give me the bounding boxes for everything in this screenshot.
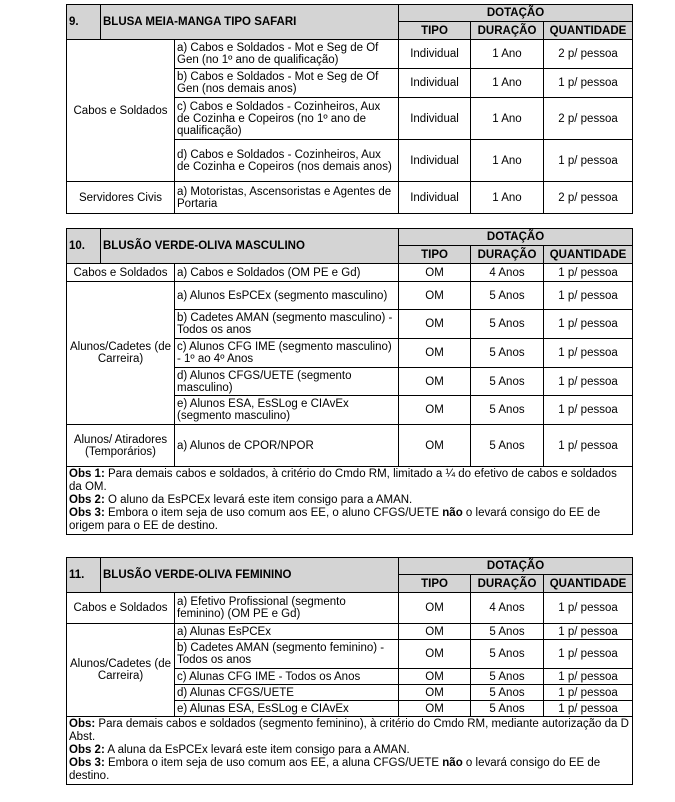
item-desc: a) Alunas EsPCEx xyxy=(175,624,399,640)
observations xyxy=(67,717,633,785)
item-quantidade: 1 p/ pessoa xyxy=(544,69,633,98)
item-tipo: OM xyxy=(399,685,471,701)
item-duracao: 5 Anos xyxy=(471,685,544,701)
duracao-header: DURAÇÃO xyxy=(471,246,544,264)
duracao-header: DURAÇÃO xyxy=(471,575,544,593)
dotacao-header: DOTAÇÃO xyxy=(399,558,633,575)
obs-1: Obs: Para demais cabos e soldados (segmento feminino), à critério do Cmdo RM, mediante autorização da D Abst. xyxy=(69,718,629,743)
item-tipo: OM xyxy=(399,593,471,624)
item-quantidade: 1 p/ pessoa xyxy=(544,669,633,685)
table-blusao-masculino xyxy=(66,228,633,535)
item-desc: e) Alunos ESA, EsSLog e CIAvEx (segmento masculino) xyxy=(175,396,399,425)
group-label: Cabos e Soldados xyxy=(67,264,175,282)
tipo-header: TIPO xyxy=(399,246,471,264)
duracao-header: DURAÇÃO xyxy=(471,22,544,40)
item-tipo: OM xyxy=(399,396,471,425)
table-blusa-meia-manga xyxy=(66,4,633,214)
item-tipo: OM xyxy=(399,640,471,669)
item-desc: a) Cabos e Soldados - Mot e Seg de Of Gen (no 1º ano de qualificação) xyxy=(175,40,399,69)
item-tipo: OM xyxy=(399,669,471,685)
group-label: Servidores Civis xyxy=(67,182,175,214)
item-duracao: 1 Ano xyxy=(471,69,544,98)
item-tipo: OM xyxy=(399,701,471,717)
obs-1: Obs 1: Para demais cabos e soldados, à critério do Cmdo RM, limitado a ¼ do efetivo de cabos e soldados da OM. xyxy=(69,468,617,493)
item-desc: a) Alunos de CPOR/NPOR xyxy=(175,425,399,467)
item-duracao: 5 Anos xyxy=(471,368,544,396)
item-tipo: Individual xyxy=(399,98,471,140)
item-tipo: OM xyxy=(399,264,471,282)
item-tipo: OM xyxy=(399,425,471,467)
item-quantidade: 1 p/ pessoa xyxy=(544,140,633,182)
item-duracao: 4 Anos xyxy=(471,264,544,282)
item-duracao: 5 Anos xyxy=(471,624,544,640)
item-quantidade: 1 p/ pessoa xyxy=(544,339,633,368)
item-quantidade: 1 p/ pessoa xyxy=(544,396,633,425)
item-duracao: 5 Anos xyxy=(471,701,544,717)
table-blusao-feminino xyxy=(66,557,633,785)
item-quantidade: 2 p/ pessoa xyxy=(544,182,633,214)
quantidade-header: QUANTIDADE xyxy=(544,575,633,593)
item-quantidade: 1 p/ pessoa xyxy=(544,593,633,624)
item-desc: a) Motoristas, Ascensoristas e Agentes de Portaria xyxy=(175,182,399,214)
group-label: Cabos e Soldados xyxy=(67,40,175,182)
item-desc: a) Cabos e Soldados (OM PE e Gd) xyxy=(175,264,399,282)
section-number: 10. xyxy=(67,229,101,264)
item-tipo: OM xyxy=(399,310,471,339)
section-title: BLUSÃO VERDE-OLIVA MASCULINO xyxy=(101,229,399,264)
item-desc: c) Cabos e Soldados - Cozinheiros, Aux de Cozinha e Copeiros (no 1º ano de qualificação) xyxy=(175,98,399,140)
item-quantidade: 2 p/ pessoa xyxy=(544,98,633,140)
item-duracao: 5 Anos xyxy=(471,282,544,310)
item-desc: d) Cabos e Soldados - Cozinheiros, Aux de Cozinha e Copeiros (nos demais anos) xyxy=(175,140,399,182)
item-duracao: 1 Ano xyxy=(471,40,544,69)
item-tipo: OM xyxy=(399,624,471,640)
item-duracao: 5 Anos xyxy=(471,425,544,467)
item-duracao: 1 Ano xyxy=(471,98,544,140)
item-quantidade: 1 p/ pessoa xyxy=(544,310,633,339)
group-label: Alunos/ Atiradores (Temporários) xyxy=(67,425,175,467)
item-duracao: 1 Ano xyxy=(471,182,544,214)
item-quantidade: 1 p/ pessoa xyxy=(544,624,633,640)
obs-3: Obs 3: Embora o item seja de uso comum aos EE, a aluna CFGS/UETE não o levará consigo do EE de destino. xyxy=(69,757,601,782)
item-duracao: 1 Ano xyxy=(471,140,544,182)
dotacao-header: DOTAÇÃO xyxy=(399,5,633,22)
item-quantidade: 1 p/ pessoa xyxy=(544,425,633,467)
item-quantidade: 1 p/ pessoa xyxy=(544,701,633,717)
item-duracao: 5 Anos xyxy=(471,640,544,669)
item-desc: a) Efetivo Profissional (segmento feminino) (OM PE e Gd) xyxy=(175,593,399,624)
item-tipo: Individual xyxy=(399,69,471,98)
item-duracao: 5 Anos xyxy=(471,396,544,425)
obs-3: Obs 3: Embora o item seja de uso comum aos EE, o aluno CFGS/UETE não o levará consigo do EE de origem para o EE de destino. xyxy=(69,507,601,532)
item-tipo: Individual xyxy=(399,40,471,69)
item-duracao: 5 Anos xyxy=(471,339,544,368)
observations xyxy=(67,467,633,535)
item-desc: c) Alunas CFG IME - Todos os Anos xyxy=(175,669,399,685)
item-quantidade: 1 p/ pessoa xyxy=(544,368,633,396)
quantidade-header: QUANTIDADE xyxy=(544,22,633,40)
item-quantidade: 2 p/ pessoa xyxy=(544,40,633,69)
item-quantidade: 1 p/ pessoa xyxy=(544,685,633,701)
item-duracao: 5 Anos xyxy=(471,669,544,685)
item-desc: b) Cadetes AMAN (segmento feminino) - Todos os anos xyxy=(175,640,399,669)
group-label: Alunos/Cadetes (de Carreira) xyxy=(67,282,175,425)
item-desc: c) Alunos CFG IME (segmento masculino) - 1º ao 4º Anos xyxy=(175,339,399,368)
obs-2: Obs 2: A aluna da EsPCEx levará este item consigo para a AMAN. xyxy=(69,744,410,756)
item-desc: b) Cadetes AMAN (segmento masculino) - Todos os anos xyxy=(175,310,399,339)
dotacao-header: DOTAÇÃO xyxy=(399,229,633,246)
item-duracao: 4 Anos xyxy=(471,593,544,624)
item-duracao: 5 Anos xyxy=(471,310,544,339)
section-number: 9. xyxy=(67,5,101,40)
group-label: Cabos e Soldados xyxy=(67,593,175,624)
item-tipo: Individual xyxy=(399,182,471,214)
item-tipo: OM xyxy=(399,368,471,396)
quantidade-header: QUANTIDADE xyxy=(544,246,633,264)
item-tipo: OM xyxy=(399,282,471,310)
item-tipo: OM xyxy=(399,339,471,368)
section-title: BLUSÃO VERDE-OLIVA FEMININO xyxy=(101,558,399,593)
tipo-header: TIPO xyxy=(399,22,471,40)
item-desc: d) Alunos CFGS/UETE (segmento masculino) xyxy=(175,368,399,396)
tipo-header: TIPO xyxy=(399,575,471,593)
item-desc: d) Alunas CFGS/UETE xyxy=(175,685,399,701)
item-quantidade: 1 p/ pessoa xyxy=(544,640,633,669)
item-quantidade: 1 p/ pessoa xyxy=(544,264,633,282)
section-title: BLUSA MEIA-MANGA TIPO SAFARI xyxy=(101,5,399,40)
section-number: 11. xyxy=(67,558,101,593)
item-desc: b) Cabos e Soldados - Mot e Seg de Of Gen (nos demais anos) xyxy=(175,69,399,98)
item-tipo: Individual xyxy=(399,140,471,182)
item-quantidade: 1 p/ pessoa xyxy=(544,282,633,310)
item-desc: a) Alunos EsPCEx (segmento masculino) xyxy=(175,282,399,310)
obs-2: Obs 2: O aluno da EsPCEx levará este item consigo para a AMAN. xyxy=(69,494,413,506)
group-label: Alunos/Cadetes (de Carreira) xyxy=(67,624,175,717)
item-desc: e) Alunas ESA, EsSLog e CIAvEx xyxy=(175,701,399,717)
